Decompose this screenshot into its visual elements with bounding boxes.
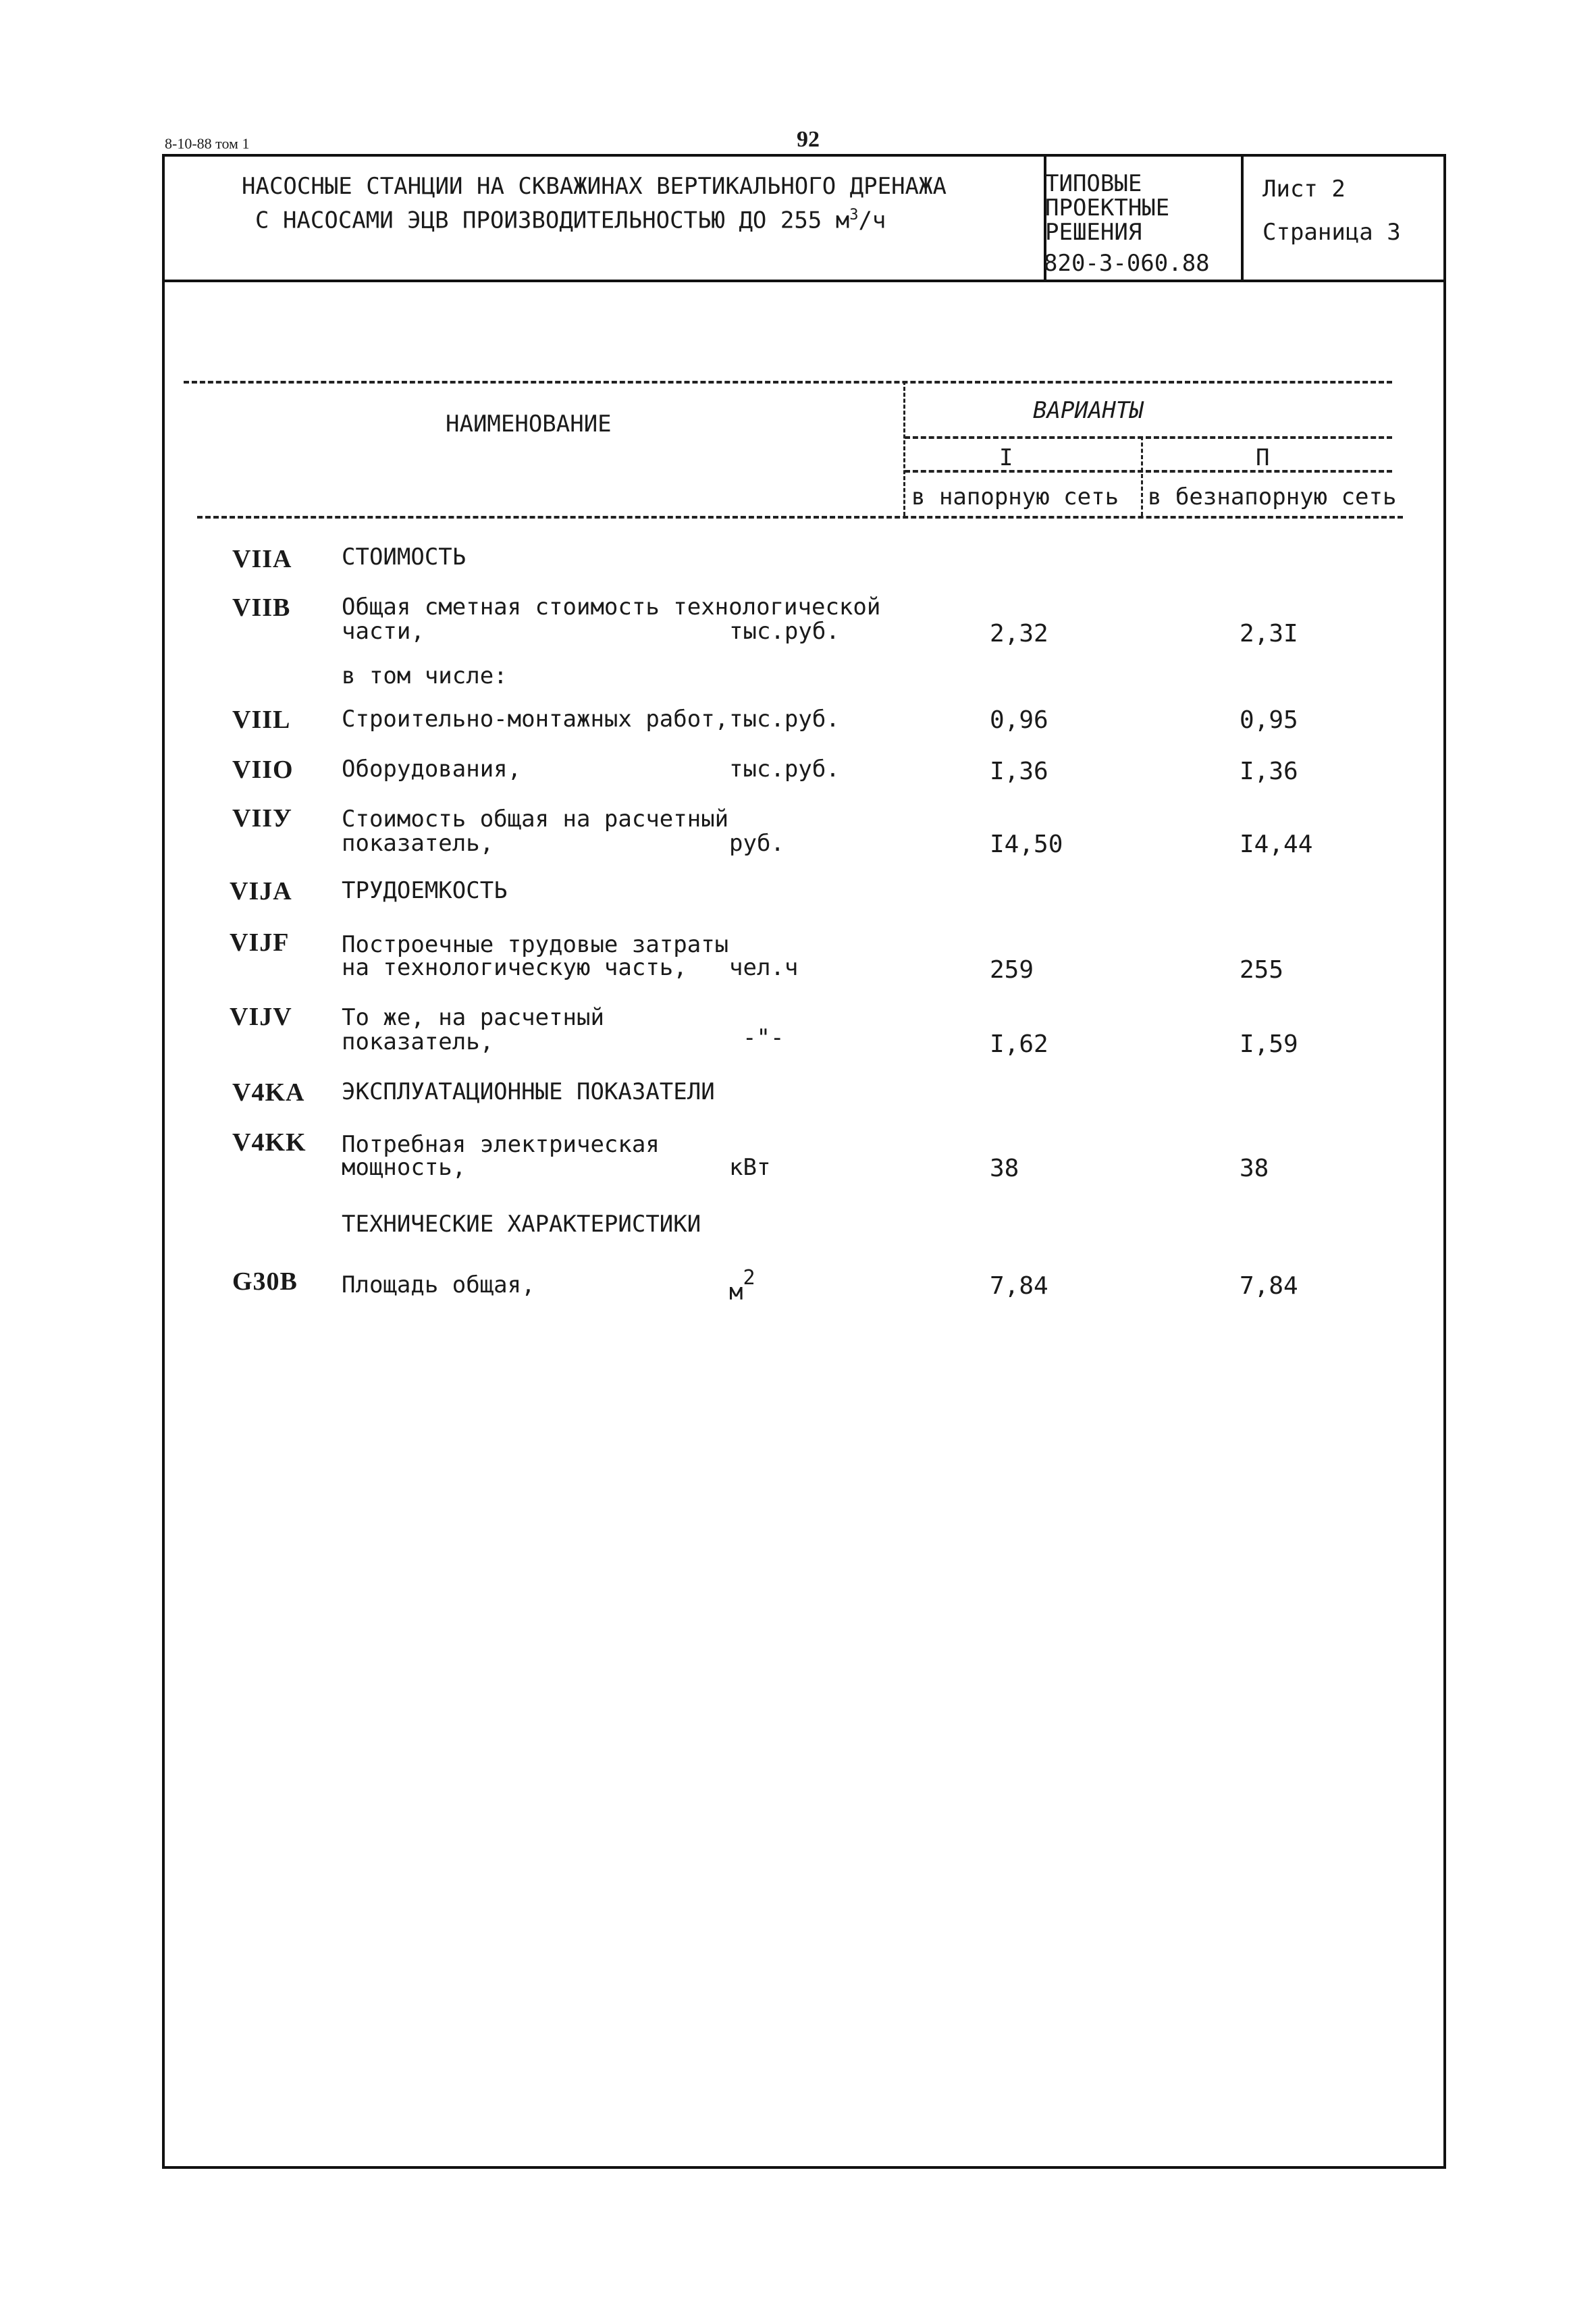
- row-value-variant-1: I,62: [990, 1030, 1048, 1058]
- row-code: VIIУ: [232, 804, 292, 833]
- variant-2-number: П: [1256, 444, 1270, 471]
- row-label: Построечные трудовые затраты: [342, 931, 729, 958]
- column-header-name: НАИМЕНОВАНИЕ: [446, 411, 612, 438]
- row-code: G30B: [232, 1267, 298, 1296]
- row-value-variant-2: I4,44: [1240, 831, 1313, 858]
- title-block-separator-2: [1241, 154, 1244, 282]
- variant-column-divider: [1141, 436, 1143, 516]
- page-number: 92: [797, 127, 820, 152]
- row-label-continued: показатель,: [342, 830, 494, 857]
- row-value-variant-2: 0,95: [1240, 706, 1298, 734]
- row-unit: руб.: [729, 830, 784, 857]
- row-value-variant-1: 7,84: [990, 1272, 1048, 1300]
- row-label: Общая сметная стоимость технологической: [342, 594, 881, 621]
- row-code: VIIB: [232, 594, 291, 622]
- table-header-bottom-rule: [197, 516, 1403, 519]
- document-title-line1: НАСОСНЫЕ СТАНЦИИ НА СКВАЖИНАХ ВЕРТИКАЛЬНОГО ДРЕНАЖА: [242, 173, 947, 200]
- row-value-variant-2: 7,84: [1240, 1272, 1298, 1300]
- row-value-variant-2: 255: [1240, 956, 1284, 984]
- row-label: ТРУДОЕМКОСТЬ: [342, 877, 508, 904]
- row-unit: $м^2$: [729, 1266, 755, 1306]
- row-code: VIJV: [230, 1003, 292, 1031]
- row-label-continued: части,: [342, 618, 425, 645]
- row-unit: кВт: [729, 1154, 771, 1181]
- row-code: VIIO: [232, 756, 294, 784]
- row-label: ЭКСПЛУАТАЦИОННЫЕ ПОКАЗАТЕЛИ: [342, 1078, 715, 1105]
- row-value-variant-2: I,36: [1240, 758, 1298, 785]
- variant-numbers-rule: [905, 470, 1392, 473]
- row-value-variant-2: 2,3I: [1240, 620, 1298, 648]
- row-label-continued: на технологическую часть,: [342, 954, 687, 981]
- row-unit: тыс.руб.: [729, 756, 840, 783]
- row-value-variant-1: 2,32: [990, 620, 1048, 648]
- row-unit: чел.ч: [729, 954, 799, 981]
- row-label: СТОИМОСТЬ: [342, 544, 467, 571]
- row-label: ТЕХНИЧЕСКИЕ ХАРАКТЕРИСТИКИ: [342, 1211, 701, 1238]
- variants-rule: [905, 436, 1392, 439]
- typical-solutions-label: ТИПОВЫЕ ПРОЕКТНЫЕ РЕШЕНИЯ: [1045, 170, 1170, 246]
- row-label: Строительно-монтажных работ,: [342, 706, 729, 733]
- row-label: Площадь общая,: [342, 1271, 535, 1298]
- row-label: Оборудования,: [342, 756, 522, 783]
- row-code: VIJA: [230, 877, 292, 905]
- row-label: в том числе:: [342, 662, 508, 689]
- row-code: VIIL: [232, 706, 291, 734]
- row-value-variant-1: I4,50: [990, 831, 1063, 858]
- row-label: Потребная электрическая: [342, 1131, 660, 1158]
- project-code: 820-3-060.88: [1044, 250, 1210, 277]
- row-value-variant-1: I,36: [990, 758, 1048, 785]
- column-header-variants: ВАРИАНТЫ: [1033, 397, 1144, 424]
- row-unit: тыс.руб.: [729, 618, 840, 645]
- row-code: V4KK: [232, 1128, 307, 1157]
- row-label-continued: мощность,: [342, 1154, 467, 1181]
- table-top-rule: [184, 381, 1392, 384]
- row-label: То же, на расчетный: [342, 1004, 604, 1031]
- sheet-number: Лист 2: [1262, 176, 1346, 203]
- document-reference: 8-10-88 том 1: [165, 135, 250, 152]
- row-value-variant-1: 0,96: [990, 706, 1048, 734]
- header-column-divider: [903, 381, 905, 516]
- row-code: V4KA: [232, 1078, 305, 1107]
- row-value-variant-1: 38: [990, 1155, 1019, 1182]
- row-label-continued: показатель,: [342, 1028, 494, 1055]
- row-value-variant-2: I,59: [1240, 1030, 1298, 1058]
- row-code: VIJF: [230, 928, 290, 957]
- title-block-divider: [162, 280, 1446, 282]
- row-value-variant-2: 38: [1240, 1155, 1269, 1182]
- page-label: Страница 3: [1262, 219, 1401, 246]
- row-label: Стоимость общая на расчетный: [342, 806, 729, 833]
- row-unit: тыс.руб.: [729, 706, 840, 733]
- document-title-line2: С НАСОСАМИ ЭЦВ ПРОИЗВОДИТЕЛЬНОСТЬЮ ДО 255 $м^3/ч$: [255, 207, 886, 234]
- row-unit: -"-: [743, 1024, 784, 1051]
- variant-1-number: I: [999, 444, 1013, 471]
- row-value-variant-1: 259: [990, 956, 1034, 984]
- row-code: VIIA: [232, 545, 292, 573]
- variant-2-description: в безнапорную сеть: [1148, 483, 1397, 510]
- variant-1-description: в напорную сеть: [911, 483, 1119, 510]
